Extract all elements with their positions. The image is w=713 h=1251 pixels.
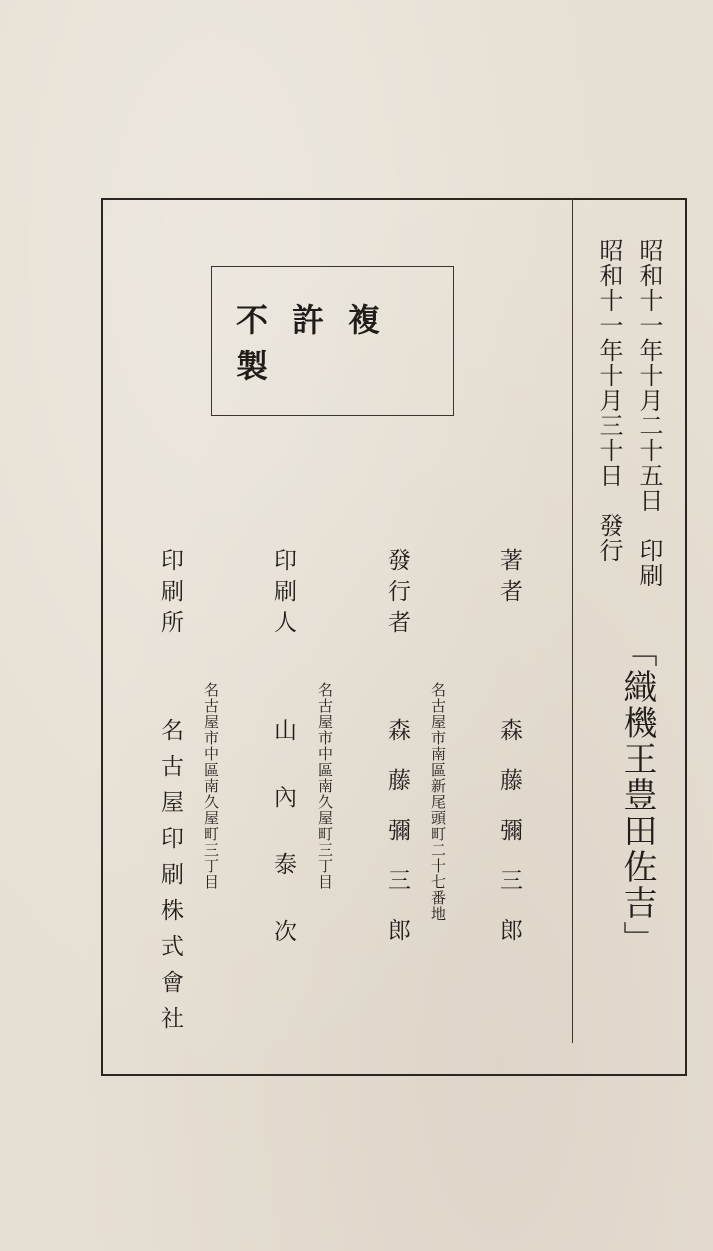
column-divider bbox=[572, 198, 573, 1043]
publisher-name: 森藤彌三郎 bbox=[384, 718, 410, 968]
print-date: 昭和十一年十月二十五日 印刷 bbox=[635, 238, 663, 588]
print-shop-name: 名古屋印刷株式會社 bbox=[157, 718, 183, 1042]
printer-address: 名古屋市中區南久屋町三丁目 bbox=[316, 682, 334, 890]
copyright-notice-box bbox=[211, 266, 454, 416]
print-shop-role: 印刷所 bbox=[157, 548, 183, 641]
print-shop-address: 名古屋市中區南久屋町三丁目 bbox=[202, 682, 220, 890]
book-title: 「織機王豊田佐吉」 bbox=[617, 633, 657, 957]
copyright-notice: 不許複製 bbox=[236, 301, 405, 385]
publisher-role: 發行者 bbox=[384, 548, 410, 641]
author-name: 森藤彌三郎 bbox=[496, 718, 522, 968]
printer-name: 山內泰次 bbox=[270, 718, 296, 986]
author-role: 著者 bbox=[496, 548, 522, 610]
publish-date: 昭和十一年十月三十日 發行 bbox=[595, 238, 623, 563]
author-address: 名古屋市南區新尾頭町二十七番地 bbox=[429, 682, 447, 922]
printer-role: 印刷人 bbox=[270, 548, 296, 641]
